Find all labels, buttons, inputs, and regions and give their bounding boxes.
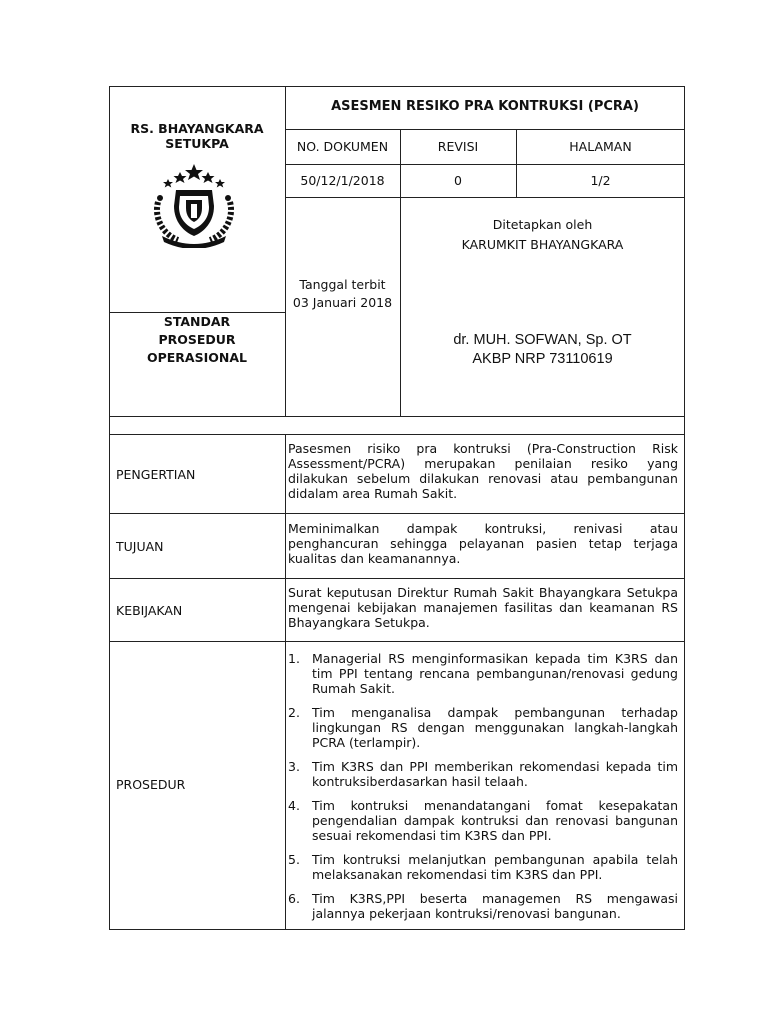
content-col-divider bbox=[285, 434, 286, 930]
kebijakan-divider bbox=[109, 641, 685, 642]
no-dokumen-label: NO. DOKUMEN bbox=[296, 139, 389, 154]
police-emblem-icon bbox=[148, 162, 240, 248]
halaman-label: HALAMAN bbox=[569, 139, 632, 154]
sop-title: STANDAR PROSEDUR OPERASIONAL bbox=[146, 314, 247, 365]
title-row-divider bbox=[285, 129, 685, 130]
ditetapkan-oleh: Ditetapkan oleh bbox=[492, 217, 593, 232]
tujuan-text: Meminimalkan dampak kontruksi, renivasi atau penghancuran sehingga pelayanan pasien tetap terjaga kualitas dan keamanannya. bbox=[288, 521, 678, 566]
doc-value-row-divider bbox=[285, 197, 685, 198]
tujuan-label: TUJUAN bbox=[116, 539, 164, 554]
tanggal-terbit: Tanggal terbit 03 Januari 2018 bbox=[292, 277, 393, 310]
prosedur-list bbox=[288, 651, 678, 921]
revisi-label: REVISI bbox=[437, 139, 479, 154]
pengertian-label: PENGERTIAN bbox=[116, 467, 196, 482]
spacer-row-divider bbox=[109, 434, 685, 435]
pengertian-text: Pasesmen risiko pra kontruksi (Pra-Construction Risk Assessment/PCRA) merupakan penilaian resiko yang dilakukan sebelum dilakukan renovasi atau pembangunan didalam area Rumah Sakit. bbox=[288, 441, 678, 501]
kebijakan-text: Surat keputusan Direktur Rumah Sakit Bhayangkara Setukpa mengenai kebijakan manajemen fasilitas dan keamanan RS Bhayangkara Setukpa. bbox=[288, 585, 678, 630]
header-col-divider bbox=[285, 86, 286, 417]
prosedur-label: PROSEDUR bbox=[116, 777, 186, 792]
hospital-name: RS. BHAYANGKARA SETUKPA bbox=[130, 121, 264, 151]
halaman-value: 1/2 bbox=[590, 173, 611, 188]
list-item: 2. Tim menganalisa dampak pembangunan terhadap lingkungan RS dengan menggunakan langkah-langkah PCRA (terlampir). bbox=[288, 705, 678, 750]
revisi-value: 0 bbox=[454, 173, 462, 188]
pengertian-divider bbox=[109, 513, 685, 514]
list-item: 3. Tim K3RS dan PPI memberikan rekomendasi kepada tim kontruksiberdasarkan hasil telaah. bbox=[288, 759, 678, 789]
no-dokumen-value: 50/12/1/2018 bbox=[300, 173, 385, 188]
signatory-name: dr. MUH. SOFWAN, Sp. OT bbox=[453, 332, 632, 348]
kebijakan-label: KEBIJAKAN bbox=[116, 603, 183, 618]
signatory-rank: AKBP NRP 73110619 bbox=[472, 351, 613, 367]
list-item: 4. Tim kontruksi menandatangani fomat kesepakatan pengendalian dampak kontruksi dan renovasi bangunan sesuai rekomendasi tim K3RS dan PPI. bbox=[288, 798, 678, 843]
list-item: 5. Tim kontruksi melanjutkan pembangunan apabila telah melaksanakan rekomendasi tim K3RS dan PPI. bbox=[288, 852, 678, 882]
document-title: ASESMEN RESIKO PRA KONTRUKSI (PCRA) bbox=[331, 99, 639, 114]
list-item: 1. Managerial RS menginformasikan kepada tim K3RS dan tim PPI tentang rencana pembangunan/renovasi gedung Rumah Sakit. bbox=[288, 651, 678, 696]
doc-label-row-divider bbox=[285, 164, 685, 165]
list-item: 6. Tim K3RS,PPI beserta managemen RS mengawasi jalannya pekerjaan kontruksi/renovasi bangunan. bbox=[288, 891, 678, 921]
tujuan-divider bbox=[109, 578, 685, 579]
jabatan: KARUMKIT BHAYANGKARA bbox=[461, 237, 624, 252]
